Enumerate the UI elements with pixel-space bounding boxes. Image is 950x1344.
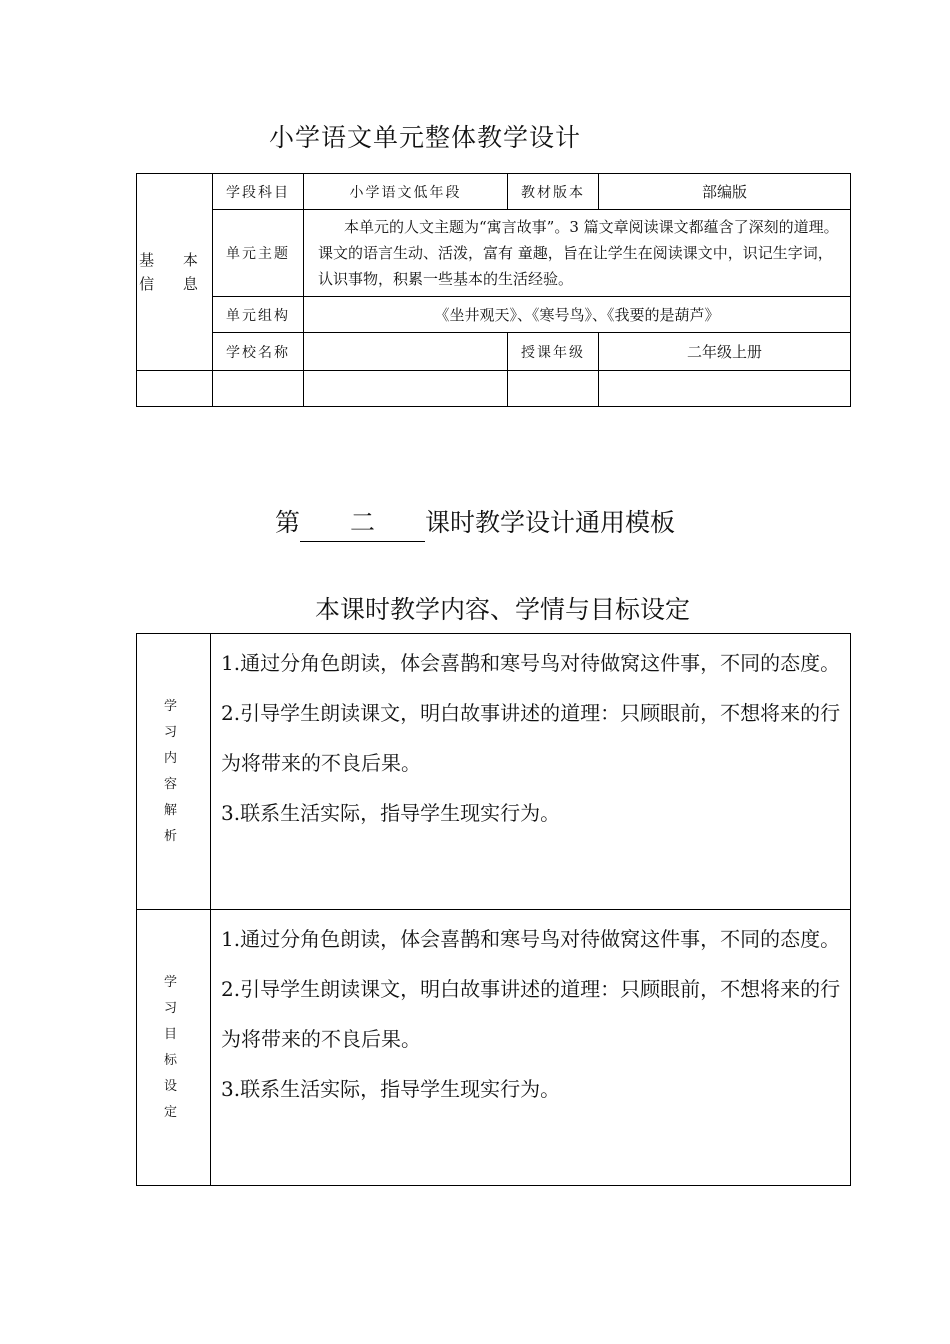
stage-label: 学段科目 (213, 174, 304, 210)
side-label-line: 学 习 (163, 974, 191, 1016)
empty-cell (508, 371, 599, 407)
lesson-prefix: 第 (274, 508, 300, 537)
edition-label: 教材版本 (508, 174, 599, 210)
lesson-suffix: 课时教学设计通用模板 (425, 508, 676, 537)
side-label-line: 解 析 (163, 802, 191, 844)
lesson-heading (0, 503, 950, 542)
content-goal-table (136, 633, 851, 1186)
grade-value: 二年级上册 (599, 333, 851, 371)
theme-cell (304, 210, 851, 297)
goal-item: 1.通过分角色朗读，体会喜鹊和寒号鸟对待做窝这件事，不同的态度。 (221, 927, 841, 951)
side-label-line: 信 息 (139, 275, 210, 293)
side-label-line: 设 定 (163, 1078, 191, 1120)
content-item: 1.通过分角色朗读，体会喜鹊和寒号鸟对待做窝这件事，不同的态度。 (221, 651, 841, 675)
goal-setting-label (137, 910, 211, 1186)
school-value (304, 333, 508, 371)
goal-item: 3.联系生活实际，指导学生现实行为。 (221, 1077, 561, 1101)
content-item: 2.引导学生朗读课文，明白故事讲述的道理：只顾眼前，不想将来的行为将带来的不良后果。 (221, 701, 841, 775)
school-label: 学校名称 (213, 333, 304, 371)
structure-value: 《坐井观天》、《寒号鸟》、《我要的是葫芦》 (304, 297, 851, 333)
goal-setting-body (211, 910, 851, 1186)
side-label-line: 基 本 (139, 251, 210, 269)
grade-label: 授课年级 (508, 333, 599, 371)
empty-cell (213, 371, 304, 407)
basic-info-table (136, 173, 851, 407)
content-item: 3.联系生活实际，指导学生现实行为。 (221, 801, 561, 825)
theme-text: 本单元的人文主题为“寓言故事”。3 篇文章阅读课文都蕴含了深刻的道理。课文的语言生动、活泼，富有 童趣，旨在让学生在阅读课文中，识记生字词，认识事物，积累一些基本的生活经验。 (318, 218, 839, 288)
lesson-number: 二 (300, 503, 425, 542)
structure-label: 单元组构 (213, 297, 304, 333)
empty-cell (599, 371, 851, 407)
side-label-line: 内 容 (163, 750, 191, 792)
document-title: 小学语文单元整体教学设计 (268, 123, 581, 152)
side-label-line: 目 标 (163, 1026, 191, 1068)
side-label-line: 学 习 (163, 698, 191, 740)
section-title: 本课时教学内容、学情与目标设定 (314, 595, 690, 624)
basic-info-side-label (137, 174, 213, 371)
content-analysis-body (211, 634, 851, 910)
stage-value: 小学语文低年段 (304, 174, 508, 210)
goal-item: 2.引导学生朗读课文，明白故事讲述的道理：只顾眼前，不想将来的行为将带来的不良后果。 (221, 977, 841, 1051)
empty-cell (304, 371, 508, 407)
edition-value: 部编版 (599, 174, 851, 210)
empty-cell (137, 371, 213, 407)
content-analysis-label (137, 634, 211, 910)
theme-label: 单元主题 (213, 210, 304, 297)
